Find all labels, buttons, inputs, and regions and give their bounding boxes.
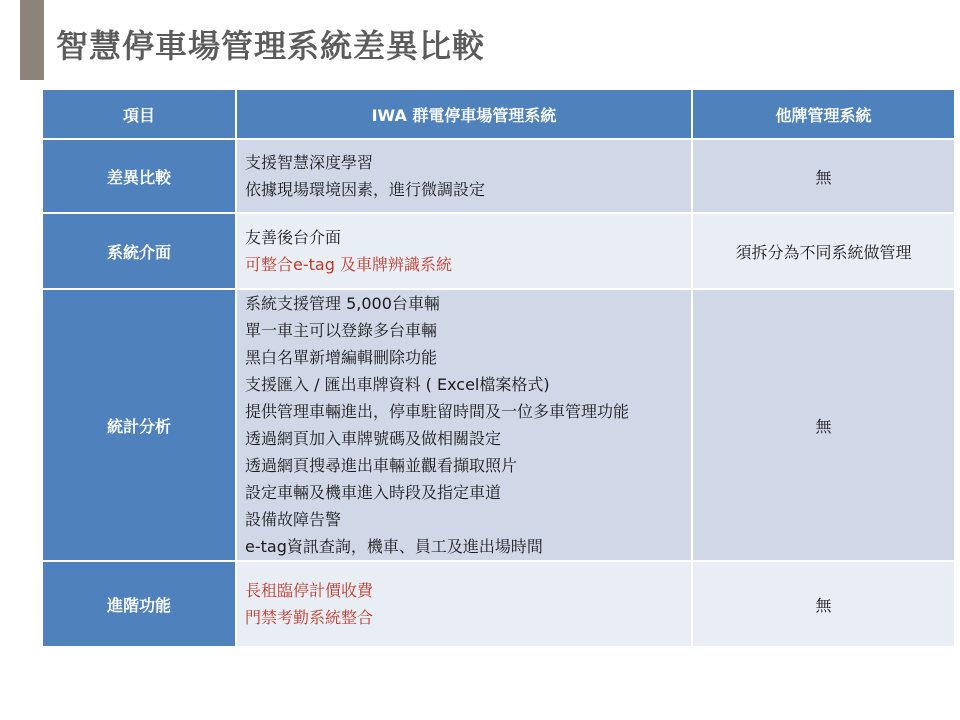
iwa-feature-highlight: 可整合e-tag 及車牌辨識系統 (245, 255, 452, 274)
table-row (42, 213, 955, 289)
page-title: 智慧停車場管理系統差異比較 (56, 27, 486, 65)
iwa-feature-cell (236, 139, 692, 213)
iwa-feature-line: 系統支援管理 5,000台車輛 (245, 294, 440, 313)
comparison-table (41, 88, 956, 648)
header-iwa-system: IWA 群電停車場管理系統 (236, 89, 692, 139)
iwa-feature-highlight: 長租臨停計價收費 (245, 581, 374, 600)
other-system-cell: 無 (692, 289, 955, 561)
iwa-feature-line: 黑白名單新增編輯刪除功能 (245, 348, 438, 367)
row-label: 系統介面 (42, 213, 236, 289)
title-accent-bar (20, 0, 44, 80)
header-other-system: 他牌管理系統 (692, 89, 955, 139)
other-system-cell: 無 (692, 139, 955, 213)
other-system-cell: 無 (692, 561, 955, 647)
row-label: 進階功能 (42, 561, 236, 647)
iwa-feature-cell (236, 289, 692, 561)
iwa-feature-line: 設備故障告警 (245, 510, 342, 529)
iwa-feature-line: e-tag資訊查詢，機車、員工及進出場時間 (245, 537, 543, 556)
iwa-feature-line: 單一車主可以登錄多台車輛 (245, 321, 438, 340)
iwa-feature-line: 透過網頁搜尋進出車輛並觀看擷取照片 (245, 456, 518, 475)
iwa-feature-line: 提供管理車輛進出，停車駐留時間及一位多車管理功能 (245, 402, 630, 421)
iwa-feature-line: 支援智慧深度學習 (245, 153, 374, 172)
iwa-feature-highlight: 門禁考勤系統整合 (245, 608, 374, 627)
iwa-feature-line: 透過網頁加入車牌號碼及做相關設定 (245, 429, 502, 448)
table-header-row (42, 89, 955, 139)
iwa-feature-cell (236, 561, 692, 647)
other-system-cell: 須拆分為不同系統做管理 (692, 213, 955, 289)
iwa-feature-line: 友善後台介面 (245, 228, 342, 247)
iwa-feature-line: 支援匯入 / 匯出車牌資料 ( Excel檔案格式) (245, 375, 550, 394)
table-row (42, 289, 955, 561)
table-row (42, 139, 955, 213)
iwa-feature-line: 依據現場環境因素，進行微調設定 (245, 180, 486, 199)
row-label: 統計分析 (42, 289, 236, 561)
iwa-feature-cell (236, 213, 692, 289)
table-row (42, 561, 955, 647)
header-item: 項目 (42, 89, 236, 139)
row-label: 差異比較 (42, 139, 236, 213)
iwa-feature-line: 設定車輛及機車進入時段及指定車道 (245, 483, 502, 502)
